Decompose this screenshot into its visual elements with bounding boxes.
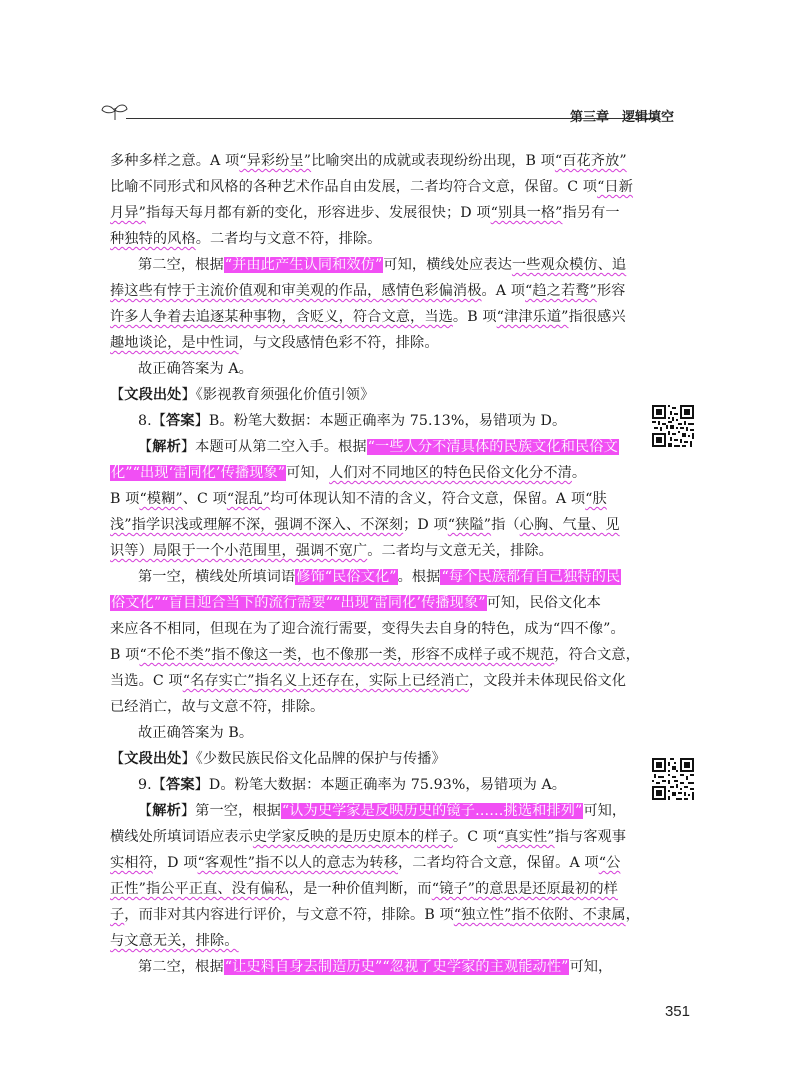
text-segment: 】《影视教育须强化价值引领》 (181, 387, 375, 403)
option-term: “不伦不类” (139, 647, 212, 663)
text-segment: 可知， (583, 803, 627, 819)
highlighted-quote: “让史料自身去制造历史”“忽视了史学家的主观能动性” (224, 959, 569, 975)
option-term: “名存实亡” (182, 673, 255, 689)
text-line (110, 668, 630, 694)
underlined-text: 种独特的风格 (110, 231, 196, 247)
text-line (110, 356, 630, 382)
text-segment: 多种多样之意。A 项 (110, 153, 240, 169)
text-segment: 第二空，根据 (138, 257, 224, 273)
qr-code-icon (652, 405, 694, 447)
text-line (110, 720, 630, 746)
text-segment: 当选。C 项 (110, 673, 183, 689)
text-segment: 【 (110, 387, 125, 403)
text-segment: ；D 项 (403, 517, 448, 533)
text-line (110, 746, 630, 772)
text-segment: 】《少数民族民俗文化品牌的保护与传播》 (181, 751, 446, 767)
source-label: 文段出处 (124, 387, 182, 403)
option-term: “客观性” (197, 855, 256, 871)
option-term: “真实性” (497, 829, 555, 845)
underlined-text: 的意思是还原最初的样 (475, 881, 618, 897)
text-line (110, 330, 630, 356)
text-line (110, 590, 630, 616)
underlined-text: 史学家反映的是历史原本的样子 (252, 829, 453, 845)
text-line (110, 772, 630, 798)
text-segment: 。二者均与文意无关，排除。 (367, 543, 553, 559)
text-segment: ，二者均符合文意，保留。A 项 (398, 855, 599, 871)
text-segment: 可知，横线处应表达 (383, 257, 512, 273)
text-segment: 指（ (491, 517, 520, 533)
option-term: “肤 (585, 491, 607, 507)
text-segment: ，是一种价值判断，而 (288, 881, 432, 897)
text-line (110, 876, 630, 902)
text-segment: 。C 项 (452, 829, 498, 845)
highlighted-quote: “每个民族都有自己独特的民 (441, 569, 621, 585)
underlined-text: 一些观众模仿、追 (511, 257, 627, 273)
highlighted-quote: 化”“出现‘雷同化’传播现象” (111, 465, 286, 481)
underlined-text: 人们对不同地区的特色民俗文化分不清 (329, 465, 572, 481)
text-line (110, 382, 630, 408)
text-line (110, 928, 630, 954)
text-segment: 】第一空，根据 (180, 803, 281, 819)
underlined-text: 指公平正直、没有偏私 (145, 881, 289, 897)
text-segment: 。 (571, 465, 587, 481)
text-segment: 指很感兴 (568, 309, 626, 325)
text-segment: 比喻突出的成就或表现纷纷出现，B 项 (311, 153, 555, 169)
analysis-label: 解析 (152, 803, 181, 819)
text-line (110, 304, 630, 330)
text-segment: 已经消亡，故与文意不符，排除。 (110, 699, 325, 715)
text-segment: 形容 (596, 283, 626, 299)
text-segment: 指与客观事 (554, 829, 627, 845)
text-segment: 【 (138, 803, 153, 819)
text-line (110, 252, 630, 278)
underlined-text: 识等）局限于一个小范围里，强调不宽广 (110, 543, 368, 559)
text-segment: 。根据 (397, 569, 441, 585)
text-segment: 】本题可从第二空入手。根据 (180, 439, 367, 455)
text-line (110, 460, 630, 486)
text-segment: 】D。粉笔大数据：本题正确率为 75.93%，易错项为 A。 (194, 777, 567, 793)
option-term: 浅” (110, 517, 132, 533)
sprout-icon (100, 102, 130, 122)
text-line (110, 174, 633, 200)
source-label: 文段出处 (124, 751, 182, 767)
text-segment: 可知， (569, 959, 613, 975)
text-segment: 、C 项 (182, 491, 227, 507)
answer-conclusion: 故正确答案为 A。 (138, 361, 253, 377)
underlined-text: 捧这些有悖于主流价值观和审美观的作品，感情色彩偏消极 (110, 283, 482, 299)
underlined-text: 实相符 (110, 855, 153, 871)
text-line (110, 538, 630, 564)
text-line (110, 512, 630, 538)
answer-conclusion: 故正确答案为 B。 (138, 725, 254, 741)
text-line (110, 148, 630, 174)
answer-label: 答案 (166, 777, 195, 793)
text-segment: 横线处所填词语应表示 (110, 829, 253, 845)
underlined-text: 趣地谈论，是中性词 (110, 335, 239, 351)
text-segment: 第一空，横线处所填词语 (138, 569, 296, 585)
text-segment: 。B 项 (452, 309, 497, 325)
text-line (110, 564, 630, 590)
text-segment: ，而非对其内容进行评价，与文意不符，排除。B 项 (124, 907, 454, 923)
answer-label: 答案 (166, 413, 195, 429)
text-segment: ， (625, 907, 640, 923)
underlined-text: 指不像这一类，也不像那一类，形容不成样子或不规范 (211, 647, 555, 663)
analysis-label: 解析 (152, 439, 181, 455)
text-segment: B 项 (110, 491, 140, 507)
underlined-text: 指不依附、不隶属 (511, 907, 626, 923)
underlined-text: 指不以人的意志为转移 (255, 855, 399, 871)
option-term: “别具一格” (490, 205, 563, 221)
option-term: “津津乐道” (496, 309, 569, 325)
text-segment: 来应各不相同，但现在为了迎合流行需要，变得失去自身的特色，成为“四不像”。 (110, 621, 625, 637)
text-segment: 9.【 (138, 777, 167, 793)
text-segment: 可知，民俗文化本 (486, 595, 601, 611)
text-segment: 指另有一 (562, 205, 620, 221)
text-segment: 8.【 (138, 413, 167, 429)
text-line (110, 434, 630, 460)
text-segment: 。二者均与文意不符，排除。 (195, 231, 382, 247)
text-segment: 比喻不同形式和风格的各种艺术作品自由发展，二者均符合文意，保留。C 项 (110, 179, 598, 195)
option-term: “百花齐放” (554, 153, 627, 169)
option-term: “混乱” (226, 491, 271, 507)
text-segment: ，与文段感情色彩不符，排除。 (238, 335, 439, 351)
option-term: “异彩纷呈” (239, 153, 312, 169)
text-line (110, 902, 640, 928)
option-term: “日新 (597, 179, 633, 195)
highlighted-quote: “一些人分不清具体的民族文化和民俗文 (367, 439, 618, 455)
text-line (110, 408, 630, 434)
underlined-text: 心胸、气量、见 (519, 517, 620, 533)
text-segment: 第二空，根据 (138, 959, 224, 975)
text-line (110, 642, 640, 668)
underlined-text: 指名义上还存在，实际上已经消亡 (254, 673, 469, 689)
text-segment: 【 (110, 751, 125, 767)
option-term: “趋之若鹜” (525, 283, 597, 299)
underlined-text: 子 (110, 907, 125, 923)
text-line (110, 226, 630, 252)
highlighted-quote: “认为史学家是反映历史的镜子……挑选和排列” (281, 803, 583, 819)
text-line (110, 850, 630, 876)
qr-code-icon (652, 758, 694, 800)
highlighted-quote: 俗文化”“盲目迎合当下的流行需要”“出现‘雷同化’传播现象” (111, 595, 486, 611)
option-term: “模糊” (139, 491, 183, 507)
text-segment: ，D 项 (152, 855, 198, 871)
text-line (110, 200, 630, 226)
text-line (110, 486, 630, 512)
underlined-text: 许多人争着去追逐某种事物，含贬义，符合文意，当选 (110, 309, 453, 325)
text-segment: ，符合文意， (554, 647, 640, 663)
option-term: “独立性” (453, 907, 512, 923)
text-segment: ，文段并未体现民俗文化 (468, 673, 627, 689)
text-line (110, 694, 630, 720)
chapter-title: 第三章 逻辑填空 (569, 110, 674, 125)
text-segment: 【 (138, 439, 153, 455)
text-line (110, 824, 630, 850)
highlighted-quote: 修饰“民俗文化” (296, 569, 397, 585)
text-segment: 均可体现认知不清的含义，符合文意，保留。A 项 (270, 491, 586, 507)
text-line (110, 798, 630, 824)
highlighted-quote: “并由此产生认同和效仿” (224, 257, 383, 273)
text-segment: 】B。粉笔大数据：本题正确率为 75.13%，易错项为 D。 (194, 413, 567, 429)
underlined-text: 指学识浅或理解不深，强调不深入、不深刻 (131, 517, 404, 533)
text-segment: 可知， (286, 465, 330, 481)
text-segment: 指每天每月都有新的变化，形容进步、发展很快；D 项 (145, 205, 491, 221)
option-term: 正性” (110, 881, 146, 897)
option-term: “狭隘” (447, 517, 492, 533)
option-term: 月异” (110, 205, 146, 221)
text-line (110, 278, 630, 304)
option-term: “公 (598, 855, 621, 871)
underlined-text: 与文意无关，排除。 (110, 933, 239, 949)
body-text (110, 148, 640, 980)
text-line (110, 616, 630, 642)
page-number: 351 (664, 1003, 690, 1020)
running-header (100, 100, 704, 130)
text-segment: B 项 (110, 647, 140, 663)
text-segment: 。A 项 (481, 283, 526, 299)
text-line (110, 954, 630, 980)
option-term: “镜子” (431, 881, 476, 897)
